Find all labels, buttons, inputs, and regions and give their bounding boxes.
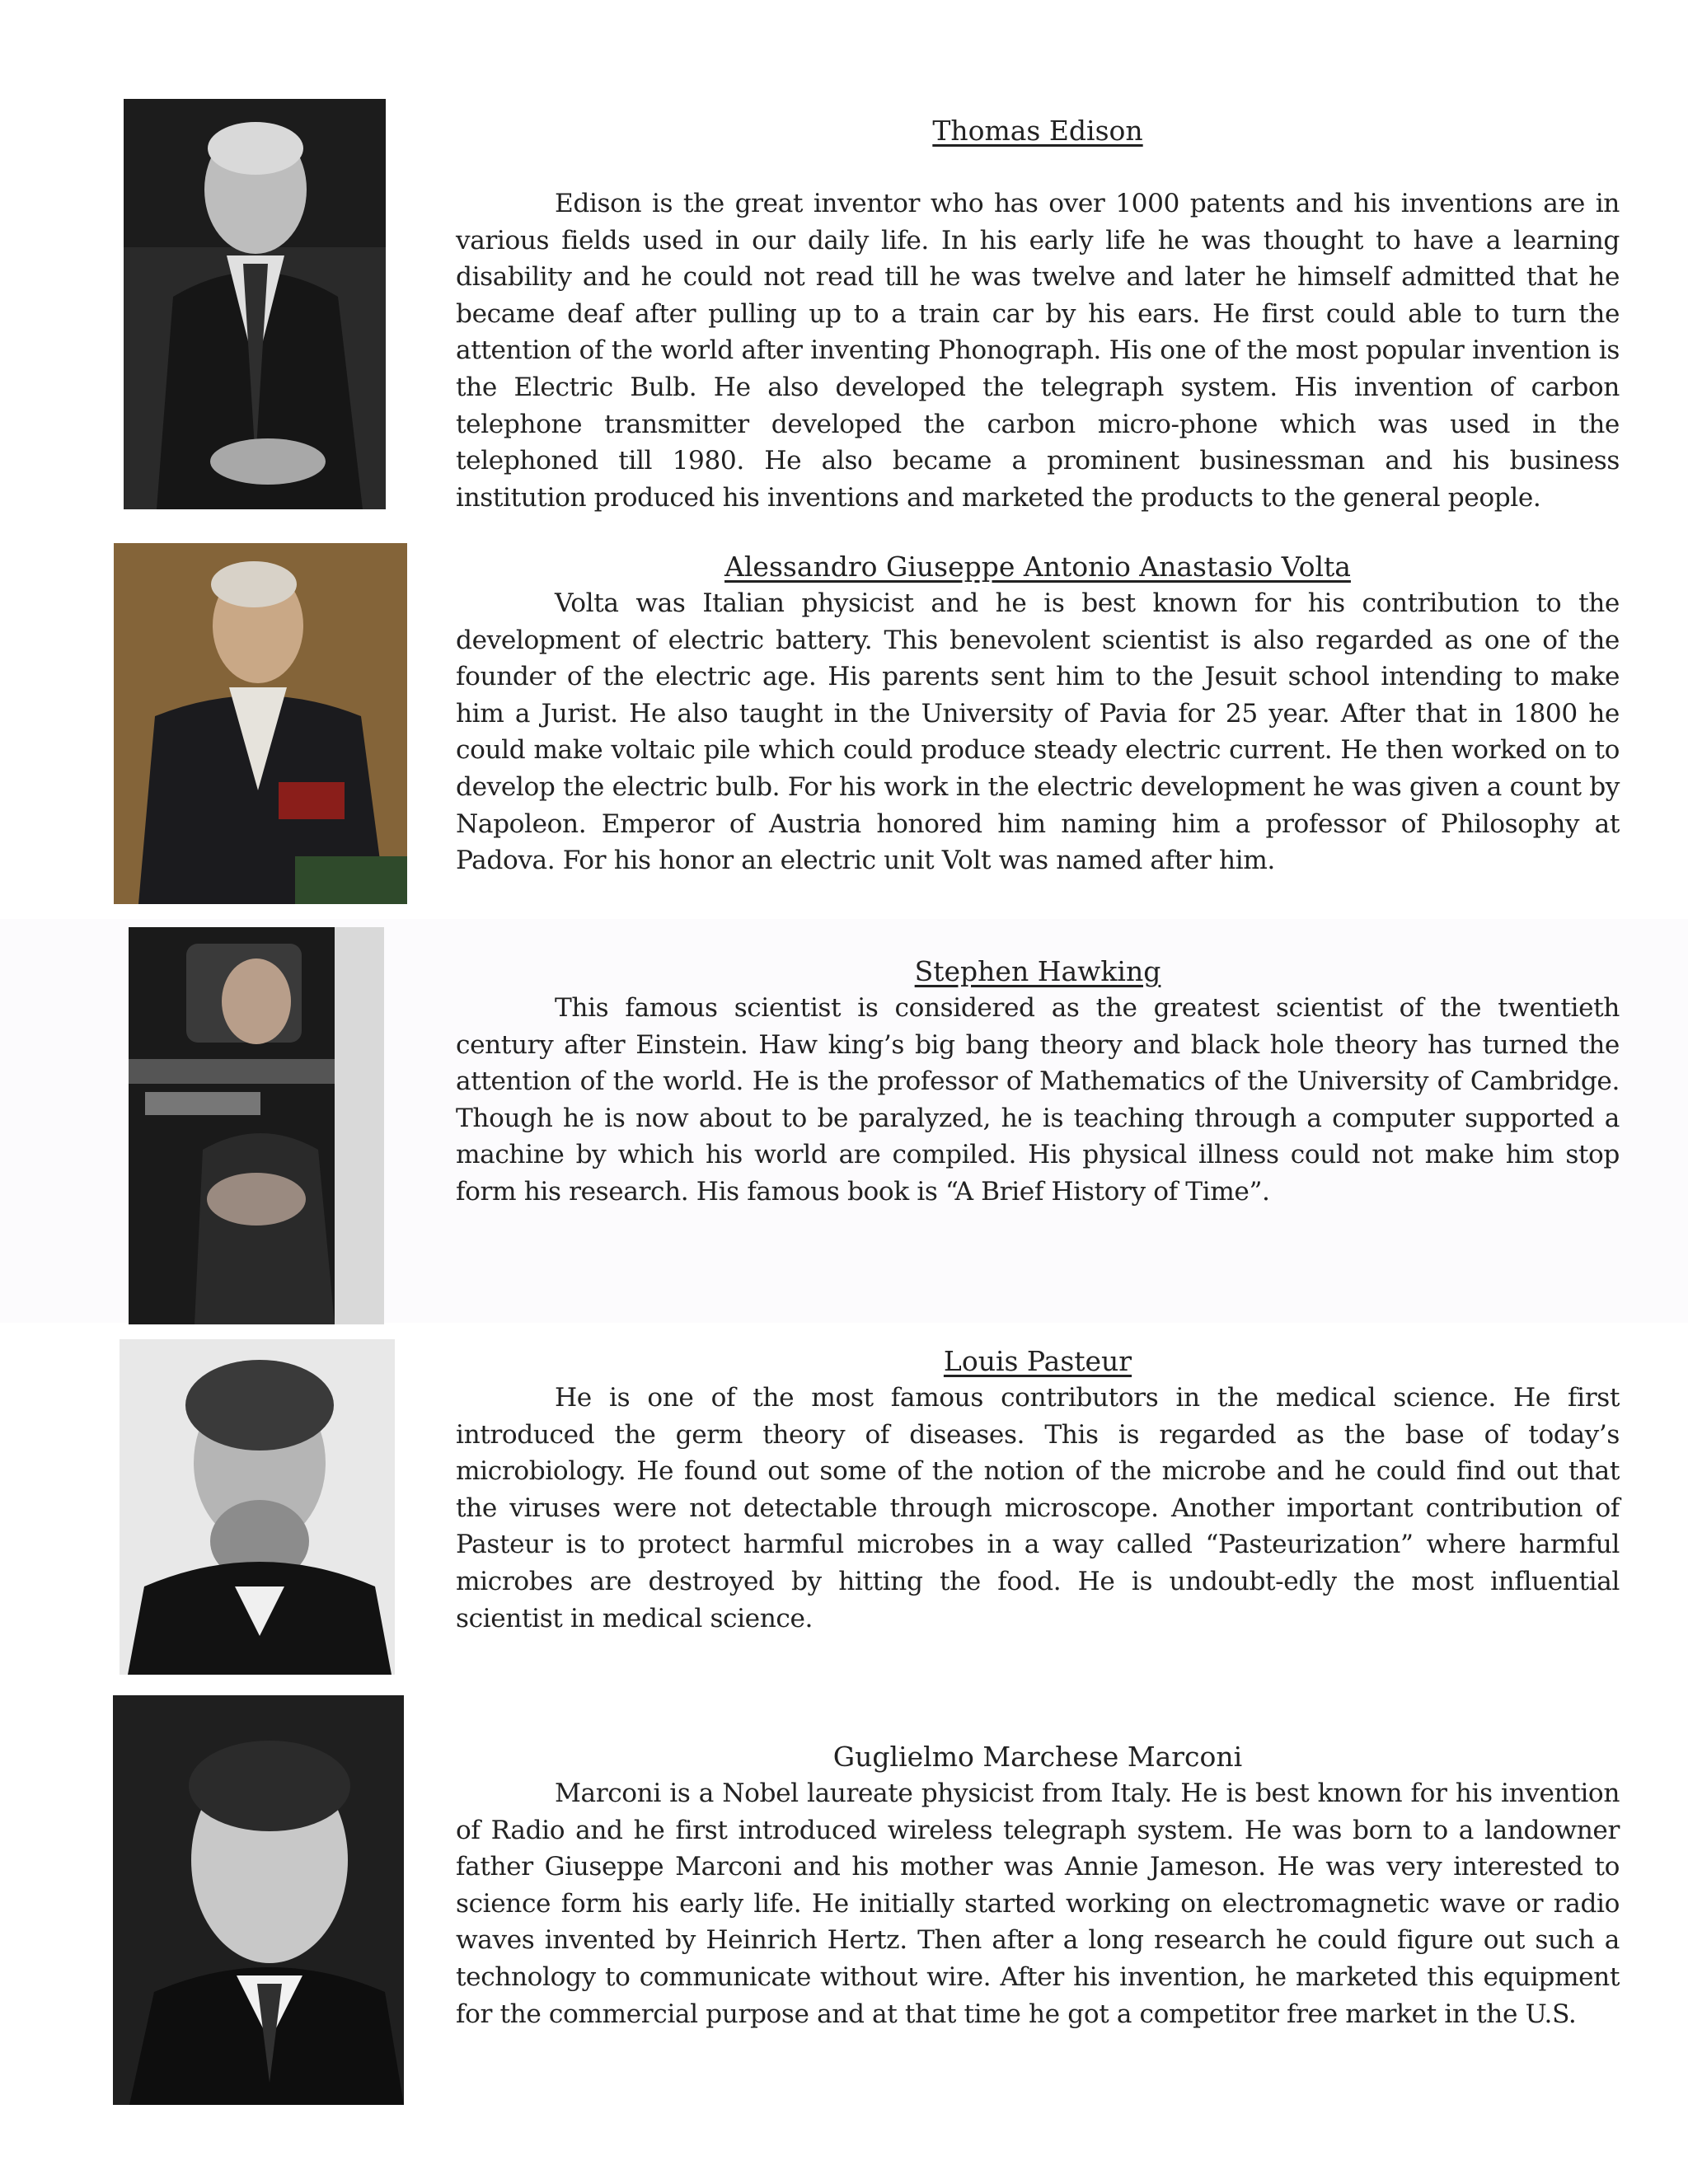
entry-title: Stephen Hawking xyxy=(914,955,1161,987)
portrait-edison xyxy=(124,99,386,509)
entry-title: Guglielmo Marchese Marconi xyxy=(832,1741,1243,1773)
entry-title: Louis Pasteur xyxy=(943,1345,1132,1377)
entry-paragraph: This famous scientist is considered as the greatest scientist of the twentieth century after Einstein. Haw king’s big bang theory and black hole theory has turned the attention of the world. He is the professor of Mathematics of the University of Cambridge. Though he is now about to be paralyzed, he is teaching through a computer supported a machine by which his world are compiled. His physical illness could not make him stop form his research. His famous book is “A Brief History of Time”. xyxy=(456,993,1620,1207)
entry-paragraph: Volta was Italian physicist and he is best known for his contribution to the development of electric battery. This benevolent scientist is also regarded as one of the founder of the electric age. His parents sent him to the Jesuit school intending to make him a Jurist. He also taught in the University of Pavia for 25 year. After that in 1800 he could make voltaic pile which could produce steady electric current. He then worked on to develop the electric bulb. For his work in the electric development he was given a count by Napoleon. Emperor of Austria honored him naming him a professor of Philosophy at Padova. For his honor an electric unit Volt was named after him. xyxy=(456,588,1620,876)
entry-paragraph: He is one of the most famous contributors in the medical science. He first introduced the germ theory of diseases. This is regarded as the base of today’s microbiology. He found out some of the notion of the microbe and he could find out that the viruses were not detectable through microscope. Another important contribution of Pasteur is to protect harmful microbes in a way called “Pasteurization” where harmful microbes are destroyed by hitting the food. He is undoubt-edly the most influential scientist in medical science. xyxy=(456,1383,1620,1633)
portrait-marconi xyxy=(113,1695,404,2105)
entry-title: Thomas Edison xyxy=(932,115,1143,147)
entry-title: Alessandro Giuseppe Antonio Anastasio Volta xyxy=(724,551,1351,583)
entry-paragraph: Marconi is a Nobel laureate physicist from Italy. He is best known for his invention of Radio and he first introduced wireless telegraph system. He was born to a landowner father Giuseppe Marconi and his mother was Annie Jameson. He was very interested to science form his early life. He initially started working on electromagnetic wave or radio waves invented by Heinrich Hertz. Then after a long research he could figure out such a technology to communicate without wire. After his invention, he marketed this equipment for the commercial purpose and at that time he got a competitor free market in the U.S. xyxy=(456,1779,1620,2029)
portrait-volta xyxy=(114,543,407,904)
portrait-hawking xyxy=(129,927,384,1324)
entry-paragraph: Edison is the great inventor who has over 1000 patents and his inventions are in various fields used in our daily life. In his early life he was thought to have a learning disability and he could not read till he was twelve and later he himself admitted that he became deaf after pulling up to a train car by his ears. He first could able to turn the attention of the world after inventing Phonograph. His one of the most popular invention is the Electric Bulb. He also developed the telegraph system. His invention of carbon telephone transmitter developed the carbon micro-phone which was used in the telephoned till 1980. He also became a prominent businessman and his business institution produced his inventions and marketed the products to the general people. xyxy=(456,189,1620,513)
portrait-pasteur xyxy=(120,1339,395,1675)
